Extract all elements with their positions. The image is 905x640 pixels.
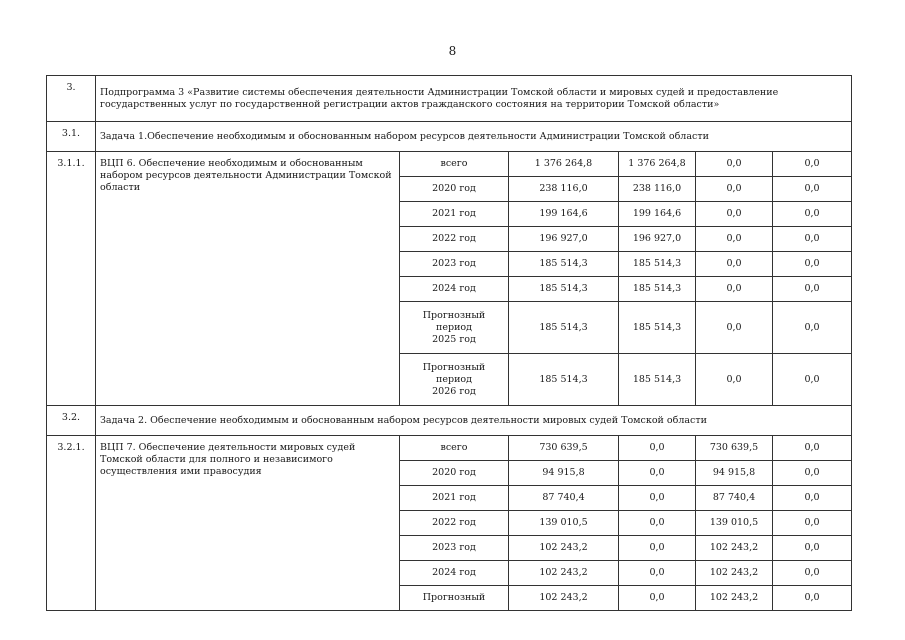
value-col3: 102 243,2 — [696, 586, 773, 611]
value-col3: 87 740,4 — [696, 486, 773, 511]
value-col3: 102 243,2 — [696, 536, 773, 561]
period-cell: 2020 год — [400, 177, 509, 202]
value-col2: 0,0 — [619, 461, 696, 486]
value-total: 196 927,0 — [509, 227, 619, 252]
period-cell: 2024 год — [400, 277, 509, 302]
value-col4: 0,0 — [773, 536, 852, 561]
value-col4: 0,0 — [773, 252, 852, 277]
vcp7-number: 3.2.1. — [47, 436, 96, 611]
value-col2: 0,0 — [619, 436, 696, 461]
period-cell: всего — [400, 436, 509, 461]
period-line: период — [436, 321, 472, 333]
period-cell: 2023 год — [400, 252, 509, 277]
value-col4: 0,0 — [773, 152, 852, 177]
value-col2: 0,0 — [619, 511, 696, 536]
vcp6-title: ВЦП 6. Обеспечение необходимым и обоснованным набором ресурсов деятельности Администрации Томской области — [96, 152, 400, 406]
value-total: 102 243,2 — [509, 536, 619, 561]
value-col4: 0,0 — [773, 436, 852, 461]
period-cell: Прогнозный — [400, 586, 509, 611]
value-total: 185 514,3 — [509, 277, 619, 302]
period-line: период — [436, 373, 472, 385]
value-col3: 0,0 — [696, 227, 773, 252]
value-col4: 0,0 — [773, 586, 852, 611]
value-col2: 185 514,3 — [619, 354, 696, 406]
value-col3: 730 639,5 — [696, 436, 773, 461]
period-line: 2026 год — [432, 385, 476, 397]
value-col2: 1 376 264,8 — [619, 152, 696, 177]
value-col4: 0,0 — [773, 561, 852, 586]
task2-row — [47, 406, 852, 436]
value-total: 185 514,3 — [509, 252, 619, 277]
period-cell: 2021 год — [400, 202, 509, 227]
value-col3: 0,0 — [696, 252, 773, 277]
value-col2: 185 514,3 — [619, 277, 696, 302]
page-number: 8 — [448, 44, 457, 58]
value-total: 730 639,5 — [509, 436, 619, 461]
subprogram-row — [47, 76, 852, 122]
value-col3: 94 915,8 — [696, 461, 773, 486]
value-col3: 139 010,5 — [696, 511, 773, 536]
value-col4: 0,0 — [773, 302, 852, 354]
value-col4: 0,0 — [773, 227, 852, 252]
value-col3: 0,0 — [696, 277, 773, 302]
period-cell: 2022 год — [400, 511, 509, 536]
vcp6-row-total — [47, 152, 852, 177]
task2-title: Задача 2. Обеспечение необходимым и обоснованным набором ресурсов деятельности мировых судей Томской области — [96, 406, 852, 436]
period-line: 2025 год — [432, 333, 476, 345]
value-col4: 0,0 — [773, 354, 852, 406]
task1-title: Задача 1.Обеспечение необходимым и обоснованным набором ресурсов деятельности Администрации Томской области — [96, 122, 852, 152]
value-col3: 102 243,2 — [696, 561, 773, 586]
value-col2: 0,0 — [619, 586, 696, 611]
period-cell: 2020 год — [400, 461, 509, 486]
value-total: 87 740,4 — [509, 486, 619, 511]
value-col3: 0,0 — [696, 177, 773, 202]
value-col4: 0,0 — [773, 461, 852, 486]
period-cell: 2023 год — [400, 536, 509, 561]
value-total: 199 164,6 — [509, 202, 619, 227]
task1-number: 3.1. — [47, 122, 96, 152]
budget-table — [46, 75, 852, 611]
value-col3: 0,0 — [696, 302, 773, 354]
value-col4: 0,0 — [773, 511, 852, 536]
period-line: Прогнозный — [422, 309, 486, 321]
value-col4: 0,0 — [773, 486, 852, 511]
period-cell: 2021 год — [400, 486, 509, 511]
value-col3: 0,0 — [696, 354, 773, 406]
value-col2: 0,0 — [619, 536, 696, 561]
value-col2: 185 514,3 — [619, 302, 696, 354]
value-total: 238 116,0 — [509, 177, 619, 202]
value-total: 185 514,3 — [509, 354, 619, 406]
subprogram-title: Подпрограмма 3 «Развитие системы обеспечения деятельности Администрации Томской области и мировых судей и предоставление государственных услуг по государственной регистрации актов гражданского состояния на территории Томской области» — [96, 76, 852, 122]
value-col2: 238 116,0 — [619, 177, 696, 202]
vcp7-title: ВЦП 7. Обеспечение деятельности мировых судей Томской области для полного и независимого осуществления ими правосудия — [96, 436, 400, 611]
period-cell: 2024 год — [400, 561, 509, 586]
value-total: 94 915,8 — [509, 461, 619, 486]
value-col4: 0,0 — [773, 202, 852, 227]
value-total: 185 514,3 — [509, 302, 619, 354]
value-col2: 196 927,0 — [619, 227, 696, 252]
subprogram-number: 3. — [47, 76, 96, 122]
value-col2: 185 514,3 — [619, 252, 696, 277]
value-total: 102 243,2 — [509, 561, 619, 586]
value-col2: 0,0 — [619, 486, 696, 511]
task2-number: 3.2. — [47, 406, 96, 436]
period-line: Прогнозный — [422, 361, 486, 373]
value-col3: 0,0 — [696, 202, 773, 227]
value-col2: 0,0 — [619, 561, 696, 586]
task1-row — [47, 122, 852, 152]
value-total: 102 243,2 — [509, 586, 619, 611]
value-col4: 0,0 — [773, 177, 852, 202]
period-cell: 2022 год — [400, 227, 509, 252]
period-cell: всего — [400, 152, 509, 177]
value-col2: 199 164,6 — [619, 202, 696, 227]
period-cell — [400, 354, 509, 406]
value-total: 139 010,5 — [509, 511, 619, 536]
value-col4: 0,0 — [773, 277, 852, 302]
period-cell — [400, 302, 509, 354]
vcp6-number: 3.1.1. — [47, 152, 96, 406]
vcp7-row-total — [47, 436, 852, 461]
value-col3: 0,0 — [696, 152, 773, 177]
value-total: 1 376 264,8 — [509, 152, 619, 177]
